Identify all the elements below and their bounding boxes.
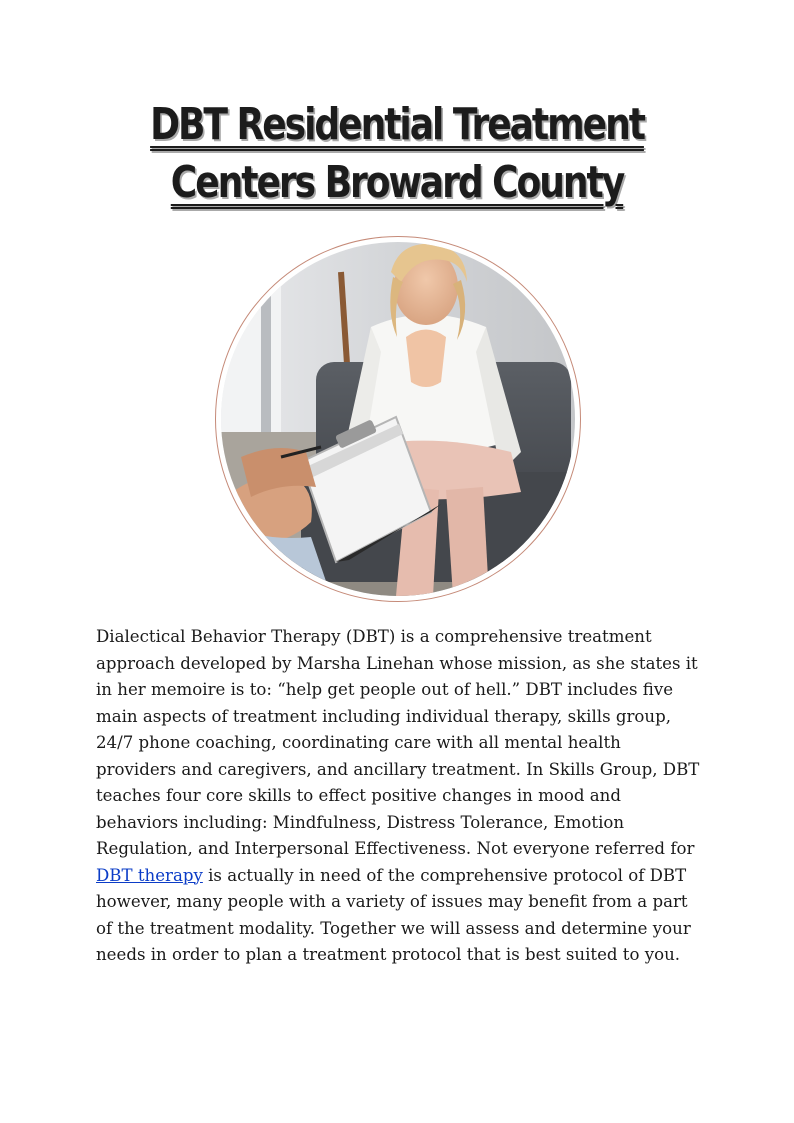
- body-text-after-link: is actually in need of the comprehensive protocol of DBT however, many people with a variety of issues may benefit from a part of the treatment modality. Together we will assess and determine your needs in order to plan a treatment protocol that is best suited to you.: [96, 865, 691, 964]
- therapy-photo-image: [221, 242, 575, 596]
- body-text-before-link: Dialectical Behavior Therapy (DBT) is a comprehensive treatment approach developed by Marsha Linehan whose mission, as she states it in her memoire is to: “help get people out of hell.” DBT includes five main aspects of treatment including individual therapy, skills group, 24/7 phone coaching, coordinating care with all mental health providers and caregivers, and ancillary treatment. In Skills Group, DBT teaches four core skills to effect positive changes in mood and behaviors including: Mindfulness, Distress Tolerance, Emotion Regulation, and Interpersonal Effectiveness. Not everyone referred for: [96, 627, 700, 858]
- title-line-2: Centers Broward County: [170, 157, 624, 208]
- document-title: [121, 96, 674, 212]
- body-paragraph: [96, 624, 706, 969]
- title-line-1: DBT Residential Treatment: [150, 99, 644, 150]
- therapy-photo: [215, 236, 581, 602]
- dbt-therapy-link[interactable]: DBT therapy: [96, 865, 203, 885]
